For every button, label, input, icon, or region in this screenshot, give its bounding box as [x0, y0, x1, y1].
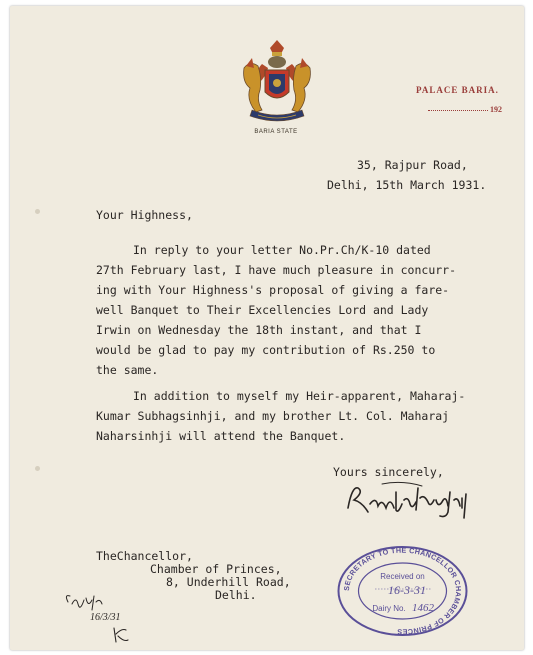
- paragraph-line: In addition to myself my Heir-apparent, Maharaj-: [133, 389, 466, 403]
- stamp-ring-text: SECRETARY TO THE CHANCELLOR CHAMBER OF PRINCES: [341, 545, 464, 637]
- sender-address: 35, Rajpur Road,: [357, 158, 468, 172]
- annotation-date: 16/3/31: [90, 612, 121, 623]
- recipient-line: Delhi.: [215, 588, 257, 602]
- salutation: Your Highness,: [96, 208, 193, 222]
- punch-hole: [35, 466, 40, 471]
- paragraph-line: the same.: [96, 363, 159, 377]
- stamp-dairy-number: 1462: [412, 602, 434, 614]
- state-name-label: BARIA STATE: [254, 129, 298, 135]
- recipient-line: Chamber of Princes,: [150, 562, 282, 576]
- closing: Yours sincerely,: [333, 465, 444, 479]
- letter-date: Delhi, 15th March 1931.: [327, 178, 487, 192]
- recipient-line: 8, Underhill Road,: [166, 575, 291, 589]
- letterhead-date-line: [428, 110, 488, 111]
- paragraph-line: In reply to your letter No.Pr.Ch/K-10 dated: [133, 243, 431, 257]
- paragraph-line: Kumar Subhagsinhji, and my brother Lt. Col. Maharaj: [96, 409, 450, 423]
- paragraph-line: Naharsinhji will attend the Banquet.: [96, 429, 346, 443]
- received-stamp: [335, 545, 470, 637]
- stamp-dairy-label: Dairy No.: [372, 604, 406, 613]
- paragraph-line: 27th February last, I have much pleasure in concurr-: [96, 263, 457, 277]
- paragraph-line: would be glad to pay my contribution of Rs.250 to: [96, 343, 436, 357]
- recipient-line: TheChancellor,: [96, 549, 193, 563]
- handwritten-signature: [342, 478, 478, 520]
- paragraph-line: well Banquet to Their Excellencies Lord and Lady: [96, 303, 429, 317]
- stamp-received-date: 16-3-31: [388, 583, 426, 597]
- baria-state-crest-logo: [232, 38, 322, 130]
- paragraph-line: ing with Your Highness's proposal of giving a fare-: [96, 283, 450, 297]
- punch-hole: [35, 209, 40, 214]
- palace-heading: PALACE BARIA.: [416, 85, 499, 95]
- stamp-received-label: Received on: [380, 572, 425, 581]
- handwritten-annotation: [62, 590, 142, 645]
- paragraph-line: Irwin on Wednesday the 18th instant, and that I: [96, 323, 422, 337]
- letterhead-year-prefix: 192: [490, 105, 502, 114]
